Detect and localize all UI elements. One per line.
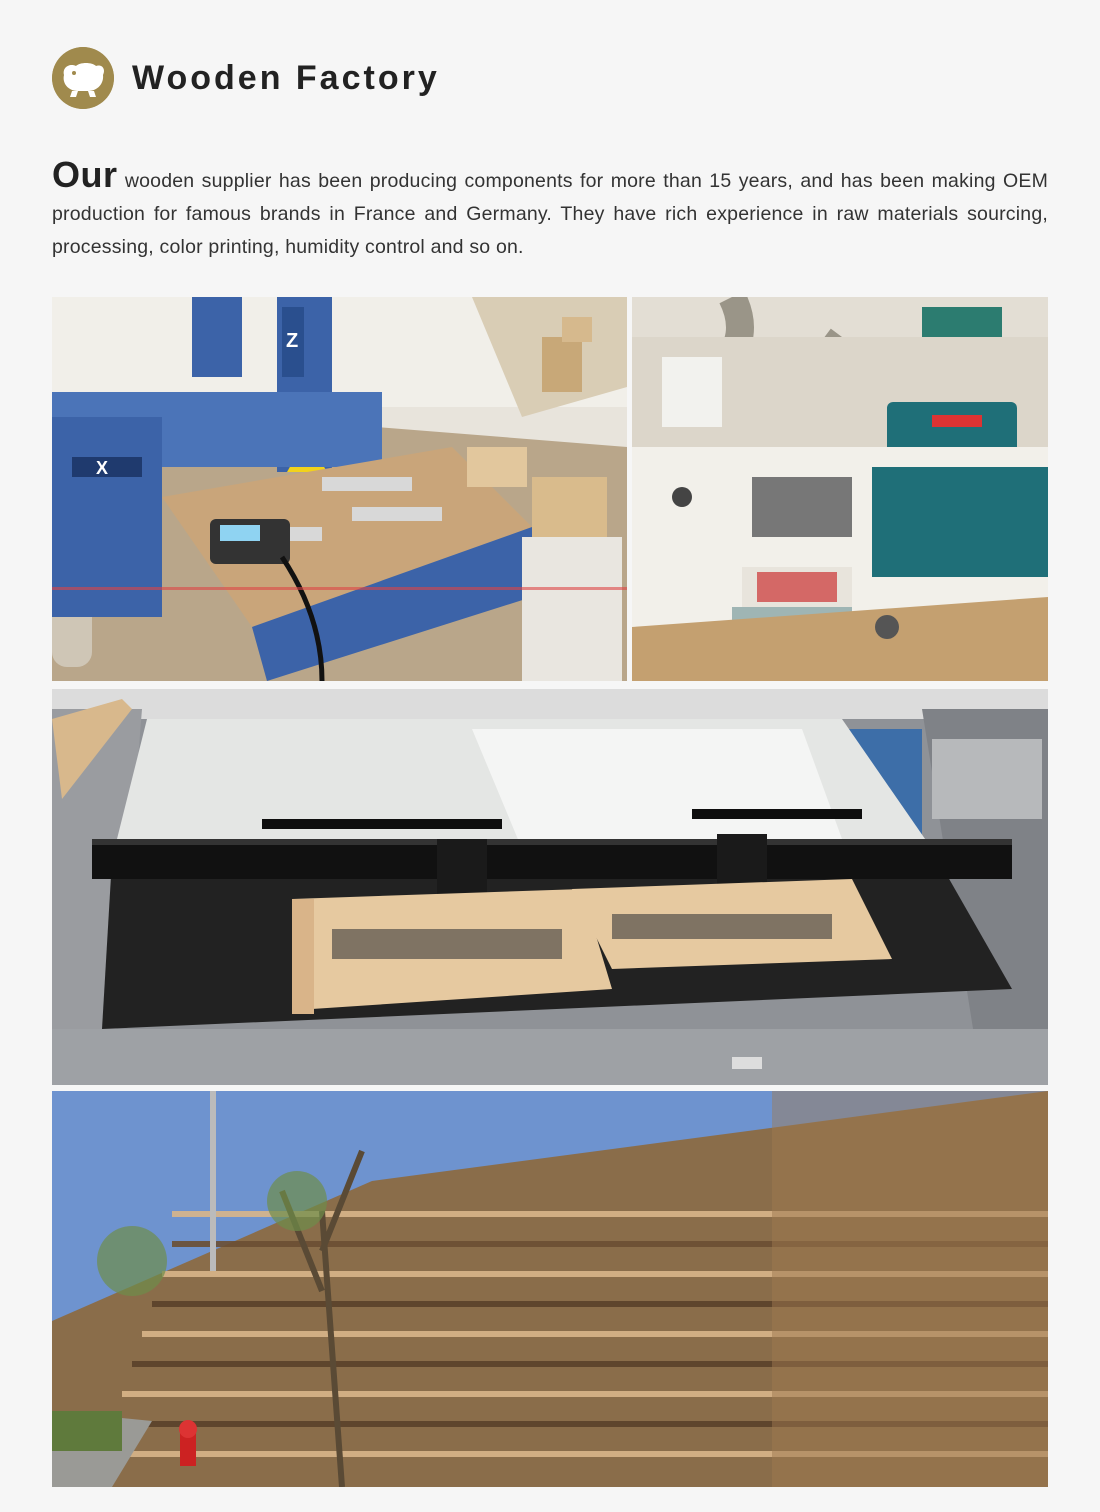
axis-x-label: X: [96, 458, 109, 478]
intro-lead-word: Our: [52, 154, 118, 195]
page-title: Wooden Factory: [132, 58, 440, 97]
intro-body: wooden supplier has been producing components for more than 15 years, and has been making OEM production for famous brands in France and Germany. They have rich experience in raw materials sourcing, processing, color printing, humidity control and so on.: [52, 170, 1049, 258]
lumber-stacks-photo: [52, 1091, 1048, 1487]
page-header: [52, 46, 440, 110]
axis-z-label: Z: [286, 330, 299, 352]
moulder-machine-photo: [632, 297, 1048, 681]
intro-paragraph: [52, 154, 1049, 264]
bear-logo-icon: [52, 47, 114, 109]
laser-cutter-photo: [52, 689, 1048, 1085]
cnc-router-photo: [52, 297, 627, 681]
